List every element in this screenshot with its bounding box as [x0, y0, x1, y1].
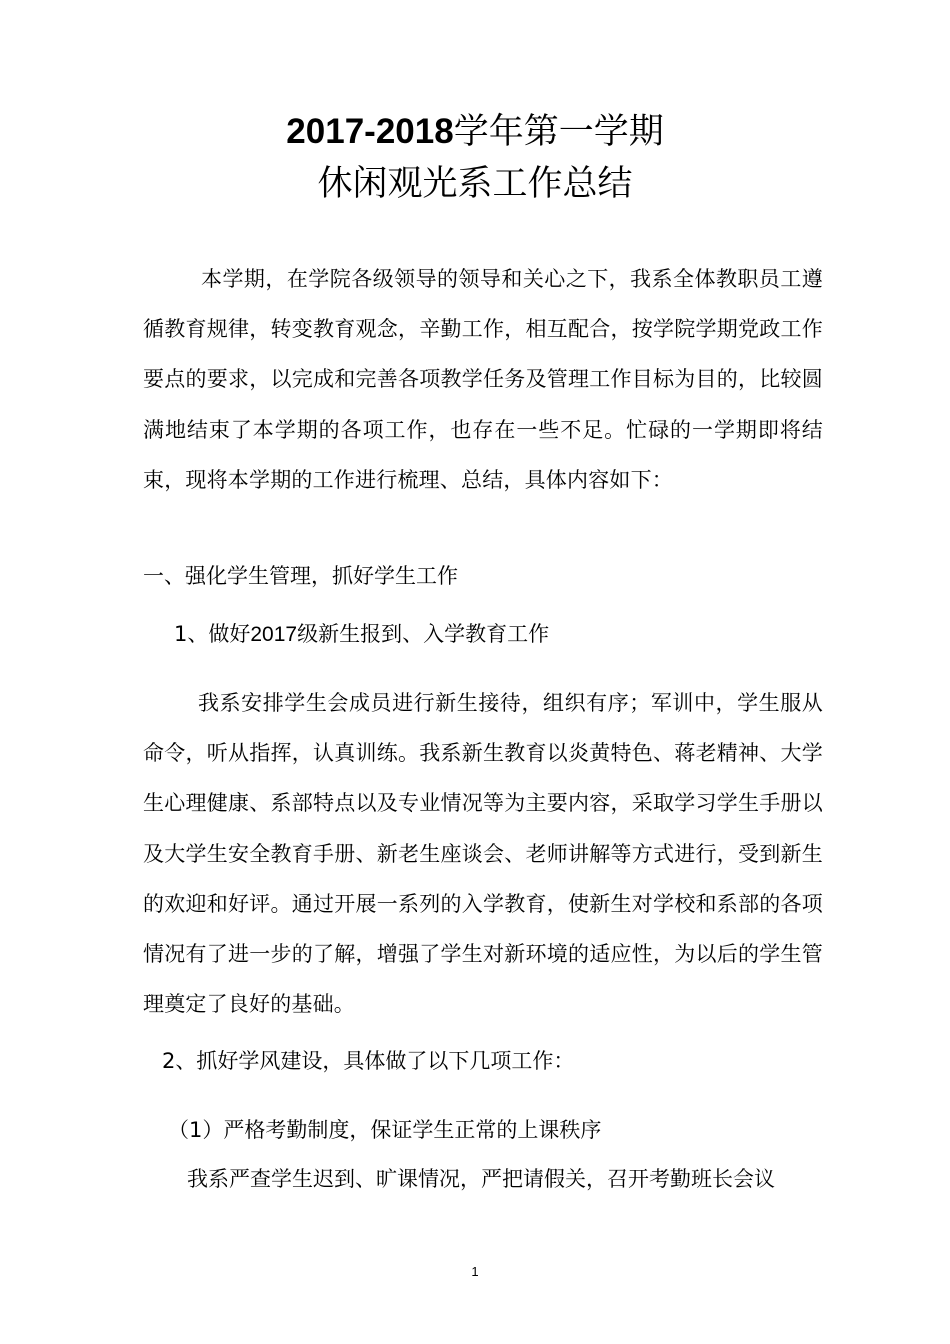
item-1-year: 2017 — [250, 623, 298, 646]
sub-item-1-heading: （1）严格考勤制度，保证学生正常的上课秩序 — [168, 1118, 602, 1142]
title-year: 2017-2018 — [286, 112, 454, 151]
item-1-rest: 级新生报到、入学教育工作 — [297, 622, 550, 646]
title-term: 学年第一学期 — [453, 112, 664, 152]
document-subtitle: 休闲观光系工作总结 — [317, 164, 633, 204]
item-1-heading — [174, 619, 549, 650]
section-1-heading: 一、强化学生管理，抓好学生工作 — [143, 564, 458, 588]
sub-item-1-paragraph: 我系严查学生迟到、旷课情况，严把请假关，召开考勤班长会议 — [187, 1167, 775, 1191]
page-number: 1 — [471, 1264, 479, 1279]
document-title — [0, 108, 950, 156]
item-2-heading: 2、抓好学风建设，具体做了以下几项工作： — [162, 1049, 575, 1073]
item-1-prefix: 1、做好 — [174, 622, 251, 646]
item-1-paragraph: 我系安排学生会成员进行新生接待，组织有序；军训中，学生服从命令，听从指挥，认真训练。我系新生教育以炎黄特色、蒋老精神、大学生心理健康、系部特点以及专业情况等为主要内容，采取学习学生手册以及大学生安全教育手册、新老生座谈会、老师讲解等方式进行，受到新生的欢迎和好评。通过开展一系列的入学教育，使新生对学校和系部的各项情况有了进一步的了解，增强了学生对新环境的适应性，为以后的学生管理奠定了良好的基础。 — [143, 691, 823, 1017]
intro-paragraph: 本学期，在学院各级领导的领导和关心之下，我系全体教职员工遵循教育规律，转变教育观念，辛勤工作，相互配合，按学院学期党政工作要点的要求，以完成和完善各项教学任务及管理工作目标为目的，比较圆满地结束了本学期的各项工作，也存在一些不足。忙碌的一学期即将结束，现将本学期的工作进行梳理、总结，具体内容如下： — [143, 267, 823, 492]
